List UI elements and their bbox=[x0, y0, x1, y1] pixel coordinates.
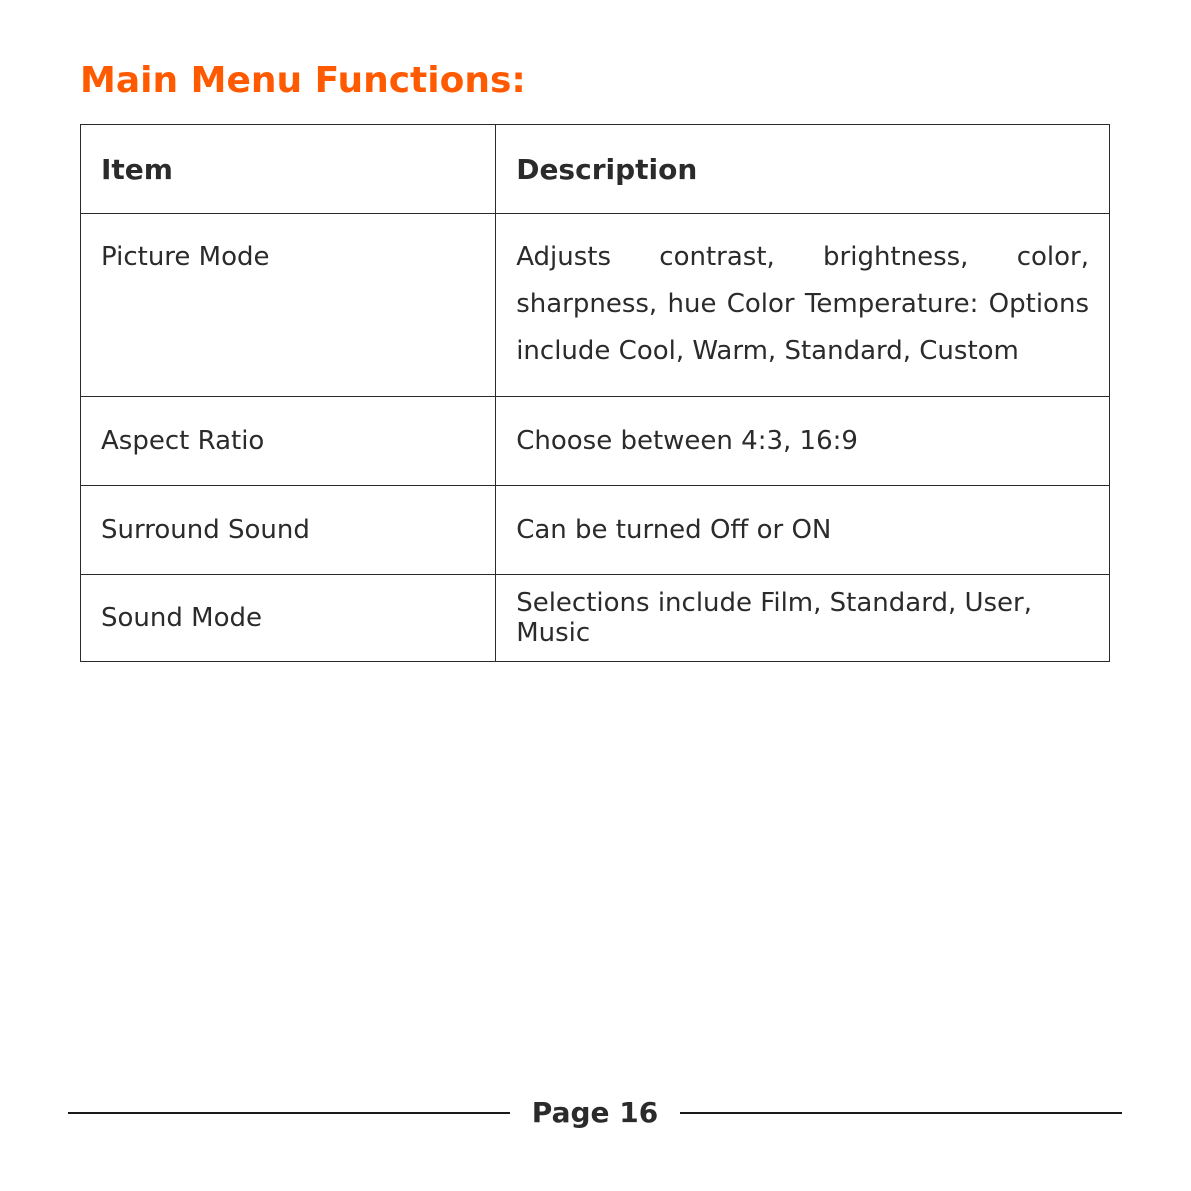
table-row-aspect-ratio bbox=[81, 397, 1109, 486]
cell-item-aspect-ratio: Aspect Ratio bbox=[81, 397, 496, 485]
cell-item-surround-sound: Surround Sound bbox=[81, 486, 496, 574]
page-number: Page 16 bbox=[531, 1096, 659, 1129]
table-row-sound-mode bbox=[81, 575, 1109, 661]
header-description: Description bbox=[516, 152, 698, 186]
footer-line-right bbox=[680, 1112, 1122, 1114]
cell-desc-sound-mode: Selections include Film, Standard, User, Music bbox=[516, 588, 1033, 648]
menu-functions-table bbox=[80, 124, 1110, 662]
cell-desc-aspect-ratio: Choose between 4:3, 16:9 bbox=[516, 426, 858, 456]
cell-item-picture-mode: Picture Mode bbox=[81, 214, 496, 396]
page-title: Main Menu Functions: bbox=[80, 60, 526, 101]
page-footer bbox=[68, 1096, 1122, 1129]
table-row-surround-sound bbox=[81, 486, 1109, 575]
cell-item-sound-mode: Sound Mode bbox=[81, 575, 496, 661]
table-row-picture-mode bbox=[81, 214, 1109, 397]
cell-desc-picture-mode: Adjusts contrast, brightness, color, sharpness, hue Color Temperature: Options include Cool, Warm, Standard, Custom bbox=[516, 242, 1089, 366]
header-item: Item bbox=[81, 125, 496, 213]
table-header-row bbox=[81, 125, 1109, 214]
footer-line-left bbox=[68, 1112, 510, 1114]
cell-desc-surround-sound: Can be turned Off or ON bbox=[516, 515, 832, 545]
